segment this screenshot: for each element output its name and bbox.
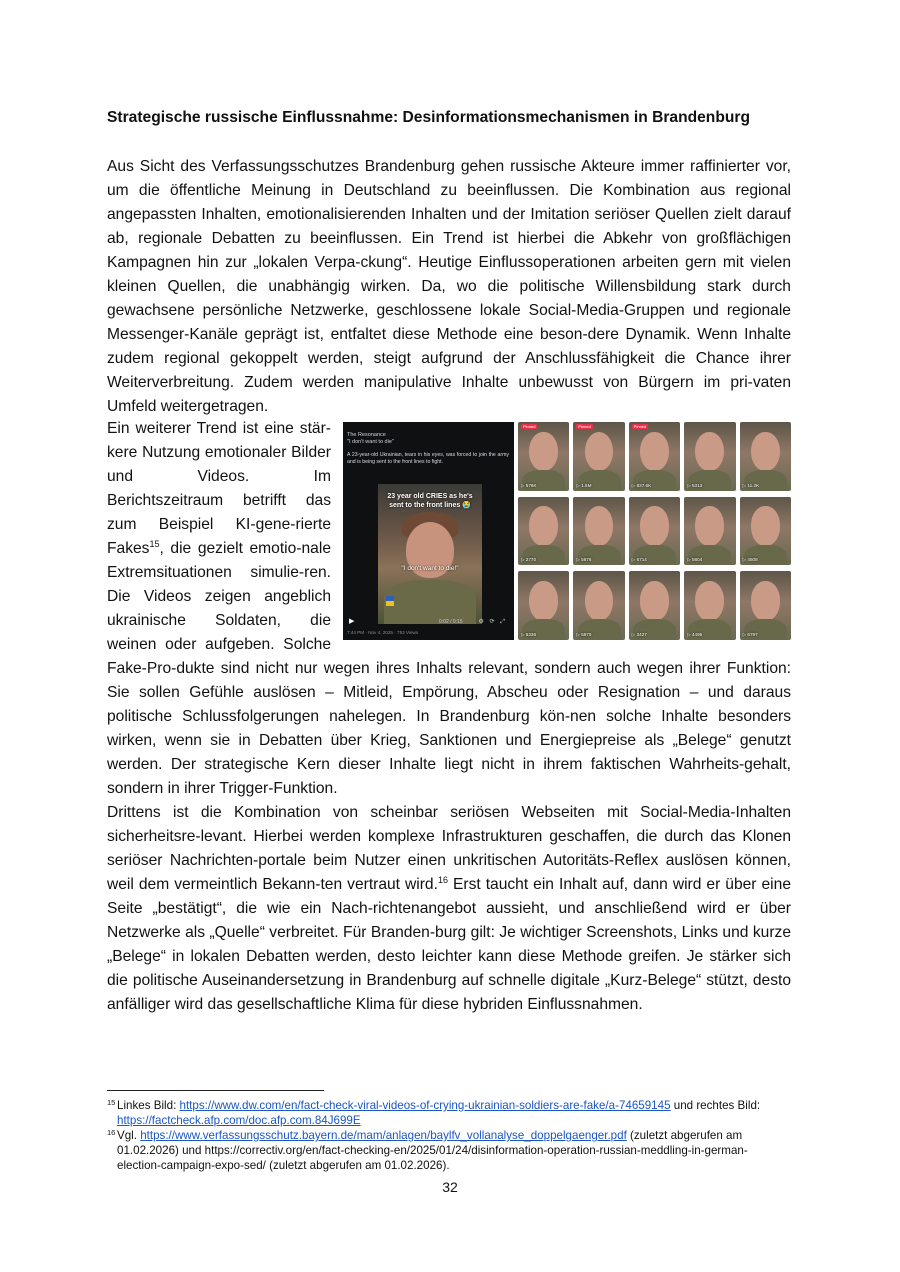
- play-icon[interactable]: ▶: [349, 618, 355, 625]
- view-count: ▷ 4495: [687, 631, 703, 637]
- video-settings-icons[interactable]: ⚙ ⟳ ⤢: [478, 619, 507, 625]
- thumbnail-face: [585, 506, 614, 546]
- footnotes: [107, 1098, 791, 1173]
- video-thumbnail[interactable]: [684, 571, 735, 640]
- paragraph-2-text-a: Ein weiterer Trend ist eine stär-kere Nutzung emotionaler Bilder und Videos. Im Berichtszeitraum betrifft das zum Beispiel KI-gene-rierte Fakes: [107, 420, 331, 557]
- view-count: ▷ 1.5M: [576, 482, 592, 488]
- thumbnail-face: [751, 506, 780, 546]
- thumbnail-face: [585, 581, 614, 621]
- paragraph-2: [107, 417, 791, 801]
- view-count: ▷ 578K: [521, 482, 537, 488]
- video-thumbnail[interactable]: [740, 571, 791, 640]
- video-time: 0:02 / 0:15: [439, 619, 463, 625]
- ukraine-flag-patch: [386, 596, 394, 606]
- thumbnail-face: [529, 581, 558, 621]
- post-footer: 7:44 PM · Nov 4, 2025 · 753 Views: [347, 630, 419, 635]
- video-thumbnail[interactable]: [629, 497, 680, 566]
- video-thumbnail[interactable]: [518, 571, 569, 640]
- footnote-number: 15: [107, 1098, 116, 1107]
- post-channel: The Resonance "I don't want to die": [347, 432, 394, 445]
- thumbnail-face: [529, 432, 558, 472]
- thumbnail-face: [640, 432, 669, 472]
- video-thumbnail[interactable]: [629, 422, 680, 491]
- footnote-link-verfassungsschutz[interactable]: https://www.verfassungsschutz.bayern.de/mam/anlagen/baylfv_vollanalyse_doppelgaenger.pdf: [140, 1129, 627, 1142]
- pinned-badge: Pinned: [633, 424, 647, 429]
- view-count: ▷ 5804: [687, 557, 703, 563]
- view-count: ▷ 11.2K: [742, 482, 760, 488]
- paragraph-3-text-b: Erst taucht ein Inhalt auf, dann wird er über eine Seite „bestätigt“, die wie ein Nach-richtenangebot aussieht, und anschließend wird er über Netzwerke als „Quelle“ verbreitet. Für Branden-burg gilt: Je wichtiger Screenshots, Links und kurze „Belege“ in lokalen Debatten werden, desto leichter kann diese Methode greifen. Je stärker sich die politische Auseinandersetzung in Brandenburg auf schnelle digitale „Kurz-Belege“ stützt, desto anfälliger wird das gesellschaftliche Klima für diese hybriden Einflussnahmen.: [107, 876, 791, 1013]
- video-thumbnail[interactable]: [740, 422, 791, 491]
- video-thumbnail[interactable]: [518, 422, 569, 491]
- video-thumbnail[interactable]: [684, 497, 735, 566]
- footnote-text: Vgl.: [117, 1129, 141, 1142]
- view-count: ▷ 2770: [521, 557, 537, 563]
- view-count: ▷ 4508: [742, 557, 758, 563]
- video-controls: [347, 618, 511, 626]
- view-count: ▷ 837.6K: [631, 482, 652, 488]
- view-count: ▷ 3427: [631, 631, 647, 637]
- footnote-15: [107, 1098, 791, 1128]
- paragraph-3-text-a: Drittens ist die Kombination von scheinbar seriösen Webseiten mit Social-Media-Inhalten sicherheitsre-levant. Hierbei werden komplexe Infrastrukturen geschaffen, die durch das Klonen seriöser Nachrichten-portale beim Nutzer einen unkritischen Autoritäts-Reflex auslösen können, weil dem vermeintlich Bekann-ten vertraut wird.: [107, 804, 791, 893]
- figure-container: [343, 422, 791, 640]
- thumbnail-face: [640, 581, 669, 621]
- video-overlay-quote: "I don't want to die!": [401, 565, 459, 572]
- video-thumbnail[interactable]: [573, 571, 624, 640]
- video-thumbnail[interactable]: [684, 422, 735, 491]
- footnote-text: und rechtes Bild:: [670, 1099, 761, 1112]
- thumbnail-face: [695, 506, 724, 546]
- video-thumbnail[interactable]: [573, 422, 624, 491]
- footnote-ref-16: 16: [437, 874, 448, 885]
- thumbnail-face: [529, 506, 558, 546]
- pinned-badge: Pinned: [523, 424, 536, 429]
- footnote-text: (zuletzt abgerufen am 01.02.2026) und https://correctiv.org/en/fact-checking-en/2025/01/24/disinformation-operation-russian-meddling-in-german-election-campaign-expo-sed/ (zuletzt abgerufen am 01.02.2026).: [117, 1129, 748, 1172]
- footnote-link-dw[interactable]: https://www.dw.com/en/fact-check-viral-videos-of-crying-ukrainian-soldiers-are-fake/a-74659145: [179, 1099, 671, 1112]
- video-thumbnail[interactable]: [518, 497, 569, 566]
- paragraph-3: [107, 801, 791, 1017]
- section-heading: Strategische russische Einflussnahme: Desinformationsmechanismen in Brandenburg: [107, 109, 750, 126]
- thumbnail-face: [695, 581, 724, 621]
- video-frame: [378, 484, 482, 624]
- pinned-badge: Pinned: [578, 424, 591, 429]
- video-overlay-title: 23 year old CRIES as he's sent to the front lines 😭: [387, 493, 473, 509]
- view-count: ▷ 6797: [742, 631, 758, 637]
- footnote-link-afp[interactable]: https://factcheck.afp.com/doc.afp.com.84J699E: [117, 1114, 361, 1127]
- view-count: ▷ 6714: [631, 557, 647, 563]
- view-count: ▷ 5313: [687, 482, 703, 488]
- footnote-text: Linkes Bild:: [117, 1099, 180, 1112]
- thumbnail-face: [640, 506, 669, 546]
- thumbnail-face: [751, 581, 780, 621]
- footnote-number: 16: [107, 1128, 116, 1137]
- page-number: 32: [442, 1179, 458, 1195]
- thumbnail-face: [585, 432, 614, 472]
- left-post-screenshot: [343, 422, 514, 640]
- view-count: ▷ 5336: [521, 631, 537, 637]
- view-count: ▷ 5970: [576, 631, 592, 637]
- fake-video-screenshots: [343, 422, 791, 640]
- footnote-ref-15: 15: [149, 538, 160, 549]
- thumbnail-face: [695, 432, 724, 472]
- video-thumbnail[interactable]: [740, 497, 791, 566]
- footnote-16: [107, 1128, 791, 1173]
- footnote-separator: [107, 1090, 324, 1091]
- view-count: ▷ 5676: [576, 557, 592, 563]
- paragraph-1: Aus Sicht des Verfassungsschutzes Brandenburg gehen russische Akteure immer raffinierter vor, um die öffentliche Meinung in Deutschland zu beeinflussen. Die Kombination aus regional angepassten Inhalten, emotionalisierenden Inhalten und der Imitation seriöser Quellen zielt darauf ab, regionale Debatten zu beeinflussen. Ein Trend ist hierbei die Abkehr von großflächigen Kampagnen hin zur „lokalen Verpa-ckung“. Heutige Einflussoperationen arbeiten gern mit vielen kleinen Quellen, die unabhängig wirken. Da, wo die politische Willensbildung stark durch gewachsene persönliche Netzwerke, geschlossene lokale Social-Media-Gruppen und regionale Messenger-Kanäle geprägt ist, entfaltet diese Methode eine beson-dere Dynamik. Wenn Inhalte zudem regional gekoppelt werden, steigt aufgrund der Anschlussfähigkeit die Chance ihrer Weiterverbreitung. Zudem werden manipulative Inhalte unbewusst von Bürgern im pri-vaten Umfeld weitergetragen.: [107, 158, 791, 415]
- thumbnail-grid: [518, 422, 791, 640]
- video-thumbnail[interactable]: [573, 497, 624, 566]
- video-thumbnail[interactable]: [629, 571, 680, 640]
- post-caption: A 23-year-old Ukrainian, tears in his eyes, was forced to join the army and is being sent to the front lines to fight.: [347, 452, 509, 465]
- paragraph-2-text-b: , die gezielt emotio-nale Extremsituationen simulie-ren. Die Videos zeigen angeblich ukrainische Soldaten, die weinen oder aufgeben. Solche Fake-Pro-dukte sind nicht nur wegen ihres Inhalts relevant, sondern auch wegen ihrer Funktion: Sie sollen Gefühle auslösen – Mitleid, Empörung, Abscheu oder Resignation – und daraus politische Schlussfolgerungen nahelegen. In Brandenburg kön-nen solche Inhalte besonders wirken, wenn sie in Debatten über Krieg, Sanktionen und Energiepreise als „Belege“ genutzt werden. Der strategische Kern dieser Inhalte liegt nicht in ihrem faktischen Wahrheits-gehalt, sondern in ihrer Trigger-Funktion.: [107, 540, 791, 797]
- thumbnail-face: [751, 432, 780, 472]
